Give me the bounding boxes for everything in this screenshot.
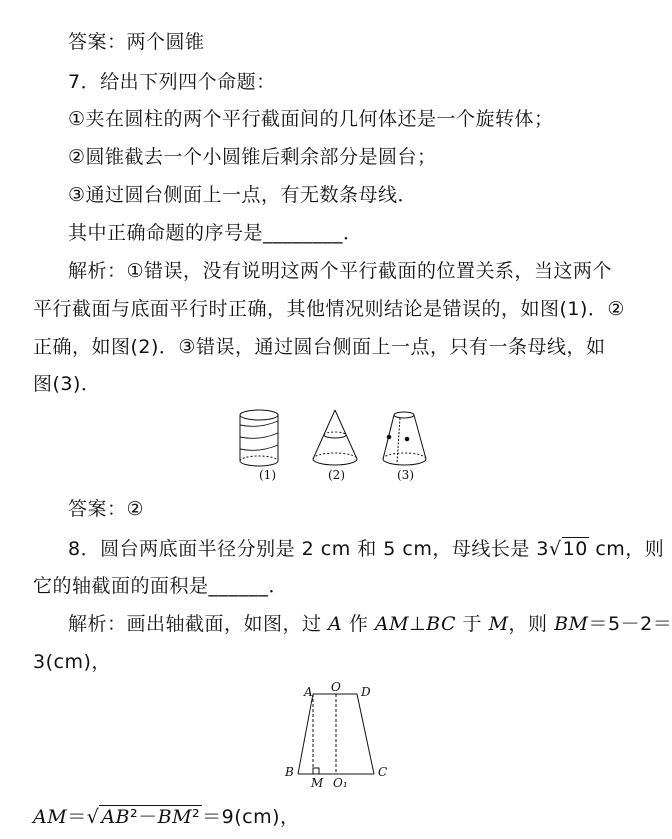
frustum-shape: [383, 412, 426, 465]
result: ＝9(cm)，: [202, 806, 300, 828]
sqrt-radicand: [99, 805, 202, 828]
q8-analysis-line-1: [68, 612, 672, 636]
q8-analysis-text: ，则: [508, 613, 555, 635]
segment-am: AM: [33, 806, 68, 828]
q8-stem-line-2: 它的轴截面的面积是______．: [33, 575, 289, 597]
sqrt-sign: √: [86, 806, 100, 828]
q8-equation: ＝5－2＝: [588, 613, 672, 635]
fig-point-o1: O₁: [333, 776, 348, 790]
q7-analysis-line-2: 平行截面与底面平行时正确，其他情况则结论是错误的，如图(1)．②: [33, 298, 625, 320]
q7-analysis-line-3: 正确，如图(2)．③错误，通过圆台侧面上一点，只有一条母线，如: [33, 336, 606, 358]
prev-answer: 答案：两个圆锥: [68, 31, 205, 53]
fig-point-c: C: [378, 765, 388, 779]
square-sign: ²: [192, 806, 201, 828]
sqrt-radicand: 10: [562, 538, 588, 560]
q7-analysis-line-4: 图(3)．: [33, 373, 101, 395]
figure-label-3: (3): [397, 468, 414, 482]
q8-stem-text: 8．圆台两底面半径分别是 2 cm 和 5 cm，母线长是 3: [68, 538, 550, 560]
segment-bm: BM: [157, 806, 193, 828]
q7-question: 其中正确命题的序号是________．: [68, 222, 363, 244]
q8-analysis-text: 解析：画出轴截面，如图，过: [68, 613, 329, 635]
figure-label-1: (1): [259, 468, 276, 482]
equals-sign: ＝: [67, 806, 87, 828]
q7-proposition-3: ③通过圆台侧面上一点，有无数条母线．: [68, 184, 418, 206]
fig-point-b: B: [285, 765, 294, 779]
perp-symbol: ⊥: [409, 613, 427, 635]
cylinder-shape: [240, 410, 278, 466]
q7-answer: 答案：②: [68, 498, 145, 520]
q8-stem-text-end: cm，则: [588, 538, 665, 560]
q8-analysis-text: 于: [455, 613, 489, 635]
sqrt-sign: √: [549, 538, 562, 560]
segment-bc: BC: [426, 613, 456, 635]
point-m: M: [488, 613, 509, 635]
q8-formula: [33, 805, 300, 829]
q8-analysis-text: 作: [342, 613, 375, 635]
q7-proposition-2: ②圆锥截去一个小圆锥后剩余部分是圆台；: [68, 146, 437, 168]
fig-point-o: O: [331, 680, 341, 694]
segment-bm: BM: [554, 613, 589, 635]
segment-ab: AB: [101, 806, 130, 828]
q8-stem-line-1: [68, 537, 664, 561]
q7-proposition-1: ①夹在圆柱的两个平行截面间的几何体还是一个旋转体；: [68, 108, 554, 130]
fig-point-d: D: [361, 685, 371, 699]
q8-analysis-line-2: 3(cm)，: [33, 651, 111, 673]
fig-point-m: M: [311, 776, 324, 790]
figure-label-2: (2): [328, 468, 345, 482]
segment-am: AM: [374, 613, 410, 635]
minus-term: ²－: [130, 806, 158, 828]
cone-shape: [313, 410, 357, 465]
point-a: A: [328, 613, 343, 635]
q7-analysis-line-1: 解析：①错误，没有说明这两个平行截面的位置关系，当这两个: [68, 260, 613, 282]
fig-point-a: A: [304, 685, 313, 699]
q7-stem: 7．给出下列四个命题：: [68, 71, 276, 93]
